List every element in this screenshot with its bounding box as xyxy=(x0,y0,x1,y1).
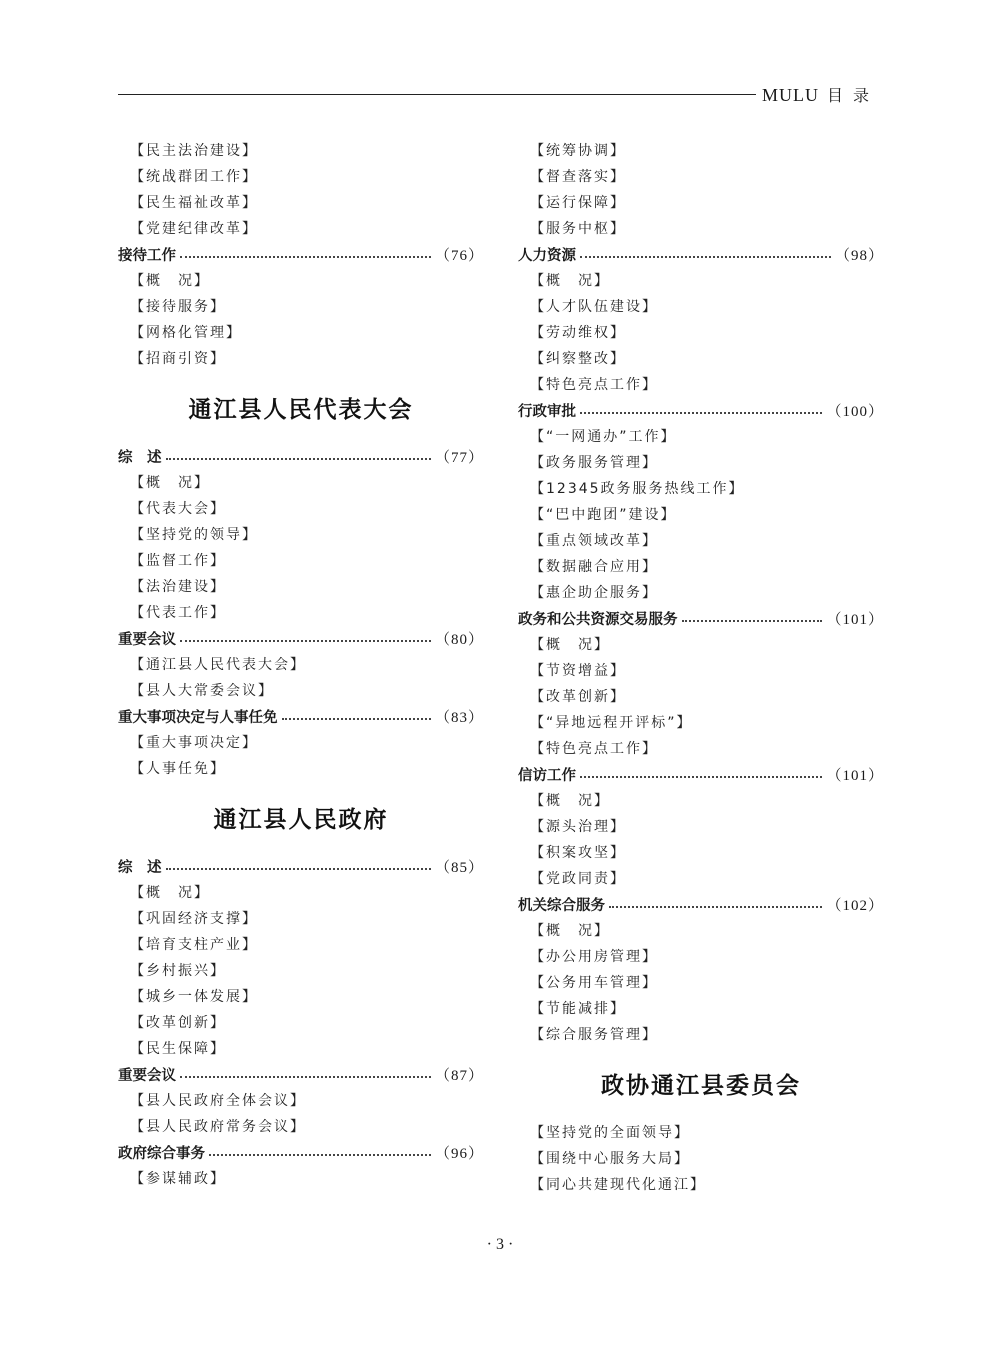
toc-subentry: 【培育支柱产业】 xyxy=(130,937,258,953)
toc-subentry: 【办公用房管理】 xyxy=(530,949,658,965)
toc-entry-title: 信访工作 xyxy=(518,767,576,784)
toc-subentry: 【源头治理】 xyxy=(530,819,626,835)
toc-subentry: 【民主法治建设】 xyxy=(130,143,258,159)
toc-subentry: 【积案攻坚】 xyxy=(530,845,626,861)
toc-subentry: 【综合服务管理】 xyxy=(530,1027,658,1043)
toc-subentry: 【统筹协调】 xyxy=(530,143,626,159)
toc-entry-page: （80） xyxy=(434,631,484,648)
toc-entry xyxy=(118,853,484,879)
toc-subentry: 【招商引资】 xyxy=(130,351,226,367)
toc-entry xyxy=(118,1061,484,1087)
toc-entry xyxy=(118,1139,484,1165)
toc-subentry: 【围绕中心服务大局】 xyxy=(530,1151,690,1167)
dot-leader xyxy=(180,1074,431,1078)
toc-subentry: 【县人民政府全体会议】 xyxy=(130,1093,306,1109)
toc-entry-page: （102） xyxy=(826,897,884,914)
toc-entry-page: （83） xyxy=(434,709,484,726)
toc-entry xyxy=(518,605,884,631)
toc-subentry: 【“异地远程开评标”】 xyxy=(530,715,693,731)
section-title: 通江县人民政府 xyxy=(213,806,389,833)
toc-entry-title: 人力资源 xyxy=(518,247,576,264)
dot-leader xyxy=(180,254,431,258)
toc-subentry: 【概 况】 xyxy=(130,475,210,491)
toc-subentry: 【民生福祉改革】 xyxy=(130,195,258,211)
section-title: 政协通江县委员会 xyxy=(601,1072,801,1099)
toc-subentry: 【乡村振兴】 xyxy=(130,963,226,979)
toc-subentry: 【概 况】 xyxy=(530,273,610,289)
toc-subentry: 【县人大常委会议】 xyxy=(130,683,274,699)
toc-entry-page: （100） xyxy=(826,403,884,420)
toc-subentry: 【党政同责】 xyxy=(530,871,626,887)
dot-leader xyxy=(609,904,822,908)
toc-subentry: 【纠察整改】 xyxy=(530,351,626,367)
toc-subentry: 【服务中枢】 xyxy=(530,221,626,237)
dot-leader xyxy=(682,618,823,622)
toc-entry xyxy=(118,443,484,469)
toc-subentry: 【数据融合应用】 xyxy=(530,559,658,575)
toc-subentry: 【民生保障】 xyxy=(130,1041,226,1057)
toc-entry xyxy=(518,241,884,267)
header-rule xyxy=(118,94,756,95)
toc-subentry: 【节能减排】 xyxy=(530,1001,626,1017)
toc-subentry: 【参谋辅政】 xyxy=(130,1171,226,1187)
header-latin: MULU xyxy=(762,85,819,105)
toc-entry-title: 重要会议 xyxy=(118,631,176,648)
toc-entry-page: （96） xyxy=(434,1145,484,1162)
toc-subentry: 【改革创新】 xyxy=(130,1015,226,1031)
toc-entry-page: （76） xyxy=(434,247,484,264)
toc-subentry: 【政务服务管理】 xyxy=(530,455,658,471)
toc-subentry: 【节资增益】 xyxy=(530,663,626,679)
section-title: 通江县人民代表大会 xyxy=(188,396,414,423)
toc-subentry: 【法治建设】 xyxy=(130,579,226,595)
toc-entry-title: 政府综合事务 xyxy=(118,1145,205,1162)
toc-subentry: 【劳动维权】 xyxy=(530,325,626,341)
toc-subentry: 【同心共建现代化通江】 xyxy=(530,1177,706,1193)
toc-entry xyxy=(518,761,884,787)
toc-entry-page: （101） xyxy=(826,611,884,628)
toc-subentry: 【运行保障】 xyxy=(530,195,626,211)
toc-subentry: 【概 况】 xyxy=(530,637,610,653)
toc-column-right xyxy=(518,137,884,1197)
toc-entry-page: （85） xyxy=(434,859,484,876)
toc-entry-title: 综 述 xyxy=(118,859,162,876)
toc-subentry: 【12345政务服务热线工作】 xyxy=(530,481,745,497)
toc-column-left xyxy=(118,137,484,1191)
toc-subentry: 【坚持党的领导】 xyxy=(130,527,258,543)
toc-subentry: 【人才队伍建设】 xyxy=(530,299,658,315)
toc-subentry: 【概 况】 xyxy=(130,885,210,901)
toc-entry-title: 机关综合服务 xyxy=(518,897,605,914)
toc-subentry: 【重点领域改革】 xyxy=(530,533,658,549)
toc-subentry: 【接待服务】 xyxy=(130,299,226,315)
running-header xyxy=(762,83,879,106)
toc-subentry: 【坚持党的全面领导】 xyxy=(530,1125,690,1141)
toc-subentry: 【督查落实】 xyxy=(530,169,626,185)
toc-subentry: 【改革创新】 xyxy=(530,689,626,705)
toc-entry xyxy=(518,891,884,917)
dot-leader xyxy=(166,866,431,870)
dot-leader xyxy=(580,410,822,414)
toc-subentry: 【“巴中跑团”建设】 xyxy=(530,507,677,523)
toc-subentry: 【代表工作】 xyxy=(130,605,226,621)
toc-entry-title: 政务和公共资源交易服务 xyxy=(518,611,678,628)
toc-subentry: 【特色亮点工作】 xyxy=(530,377,658,393)
toc-subentry: 【巩固经济支撑】 xyxy=(130,911,258,927)
toc-entry-page: （101） xyxy=(826,767,884,784)
toc-subentry: 【网格化管理】 xyxy=(130,325,242,341)
toc-subentry: 【概 况】 xyxy=(530,793,610,809)
dot-leader xyxy=(580,774,822,778)
toc-subentry: 【重大事项决定】 xyxy=(130,735,258,751)
toc-subentry: 【惠企助企服务】 xyxy=(530,585,658,601)
toc-entry-page: （87） xyxy=(434,1067,484,1084)
toc-entry xyxy=(118,625,484,651)
toc-subentry: 【通江县人民代表大会】 xyxy=(130,657,306,673)
toc-entry-title: 重大事项决定与人事任免 xyxy=(118,709,278,726)
toc-entry-title: 综 述 xyxy=(118,449,162,466)
toc-subentry: 【概 况】 xyxy=(530,923,610,939)
dot-leader xyxy=(209,1152,431,1156)
header-zh: 目录 xyxy=(827,86,880,105)
toc-subentry: 【概 况】 xyxy=(130,273,210,289)
toc-subentry: 【县人民政府常务会议】 xyxy=(130,1119,306,1135)
toc-entry-title: 行政审批 xyxy=(518,403,576,420)
dot-leader xyxy=(166,456,431,460)
toc-entry-title: 重要会议 xyxy=(118,1067,176,1084)
toc-subentry: 【统战群团工作】 xyxy=(130,169,258,185)
dot-leader xyxy=(282,716,431,720)
toc-subentry: 【特色亮点工作】 xyxy=(530,741,658,757)
toc-subentry: 【监督工作】 xyxy=(130,553,226,569)
toc-subentry: 【代表大会】 xyxy=(130,501,226,517)
toc-entry xyxy=(518,397,884,423)
toc-subentry: 【城乡一体发展】 xyxy=(130,989,258,1005)
toc-entry xyxy=(118,703,484,729)
dot-leader xyxy=(180,638,431,642)
toc-subentry: 【党建纪律改革】 xyxy=(130,221,258,237)
toc-entry xyxy=(118,241,484,267)
toc-subentry: 【公务用车管理】 xyxy=(530,975,658,991)
page-number: · 3 · xyxy=(486,1236,514,1253)
toc-subentry: 【“一网通办”工作】 xyxy=(530,429,677,445)
toc-entry-page: （77） xyxy=(434,449,484,466)
toc-entry-title: 接待工作 xyxy=(118,247,176,264)
toc-entry-page: （98） xyxy=(834,247,884,264)
dot-leader xyxy=(580,254,831,258)
toc-subentry: 【人事任免】 xyxy=(130,761,226,777)
